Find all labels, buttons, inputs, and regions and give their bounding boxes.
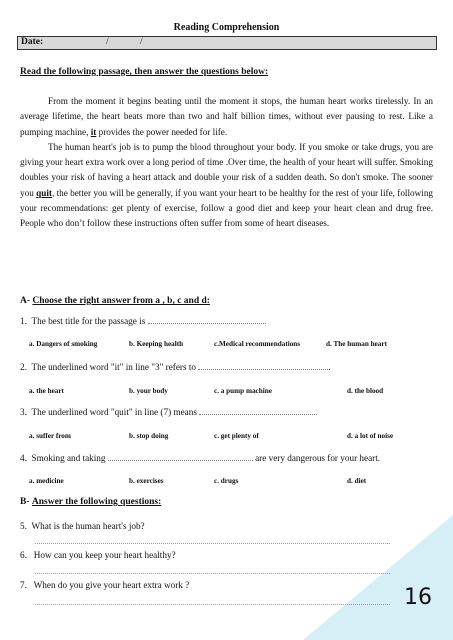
question-4: 4. Smoking and taking are very dangerous for your heart. xyxy=(20,453,381,463)
option[interactable]: a. Dangers of smoking xyxy=(29,340,98,348)
answer-blank[interactable] xyxy=(148,322,266,324)
option[interactable]: b. stop doing xyxy=(129,432,169,440)
date-label: Date: xyxy=(21,37,44,47)
question-7: 7. When do you give your heart extra work ? xyxy=(20,580,190,590)
passage-paragraph: From the moment it begins beating until the moment it stops, the human heart works tirelessly. In an average lifetime, the heart beats more than two and half billion times, without ever pausing to rest. Like a pumping machine, it provides the power needed for life. xyxy=(20,96,433,137)
option[interactable]: c.Medical recommendations xyxy=(214,340,301,348)
option[interactable]: d. the blood xyxy=(347,387,384,395)
question-3: 3. The underlined word "quit" in line (7) means xyxy=(20,407,317,417)
option[interactable]: a. the heart xyxy=(29,387,64,395)
option[interactable]: d. a lot of noise xyxy=(347,432,394,440)
option[interactable]: b. your body xyxy=(129,387,168,395)
question-6: 6. How can you keep your heart healthy? xyxy=(20,550,176,560)
option[interactable]: a. medicine xyxy=(29,477,64,485)
section-b-heading: B- Answer the following questions: xyxy=(20,497,162,507)
option[interactable]: c. drugs xyxy=(214,477,239,485)
corner-decoration xyxy=(303,515,453,640)
answer-blank[interactable] xyxy=(198,368,328,370)
section-a-heading: A- Choose the right answer from a , b, c and d: xyxy=(20,296,210,306)
page-number: 16 xyxy=(404,585,432,610)
answer-blank[interactable] xyxy=(199,413,317,415)
date-separator: / xyxy=(140,37,143,47)
answer-blank[interactable] xyxy=(108,459,253,461)
reading-passage xyxy=(20,94,433,232)
option[interactable]: d. diet xyxy=(347,477,367,485)
date-separator: / xyxy=(106,37,109,47)
answer-line[interactable] xyxy=(35,542,390,544)
option[interactable]: a. suffer from xyxy=(29,432,71,440)
option[interactable]: c. get plenty of xyxy=(214,432,259,440)
passage-paragraph: The human heart's job is to pump the blood throughout your body. If you smoke or take drugs, you are giving your heart extra work over a long period of time .Over time, the health of your heart will suffer. Smoking doubles your risk of having a heart attack and double your risk of a sudden death. So don't smoke. The sooner you quit, the better you will be generally, if you want your heart to be healthy for the rest of your life, following your recommendations: get plenty of exercise, follow a good diet and keep your heart clean and drug free. People who don’t follow these instructions often suffer from some of heart diseases. xyxy=(20,141,434,229)
question-1: 1. The best title for the passage is xyxy=(20,316,266,326)
keyword-it: it xyxy=(90,126,97,137)
question-5: 5. What is the human heart's job? xyxy=(20,521,145,531)
page-title: Reading Comprehension xyxy=(173,22,280,33)
date-bar xyxy=(17,36,437,50)
answer-line[interactable] xyxy=(35,603,390,605)
option[interactable]: b. Keeping health xyxy=(129,340,184,348)
option[interactable]: d. The human heart xyxy=(326,340,387,348)
instruction: Read the following passage, then answer the questions below: xyxy=(20,67,269,77)
question-2: 2. The underlined word "it" in line "3" refers to . xyxy=(20,362,331,372)
option[interactable]: b. exercises xyxy=(129,477,164,485)
option[interactable]: c. a pump machine xyxy=(214,387,272,395)
answer-line[interactable] xyxy=(35,572,390,574)
keyword-quit: quit xyxy=(36,187,52,198)
